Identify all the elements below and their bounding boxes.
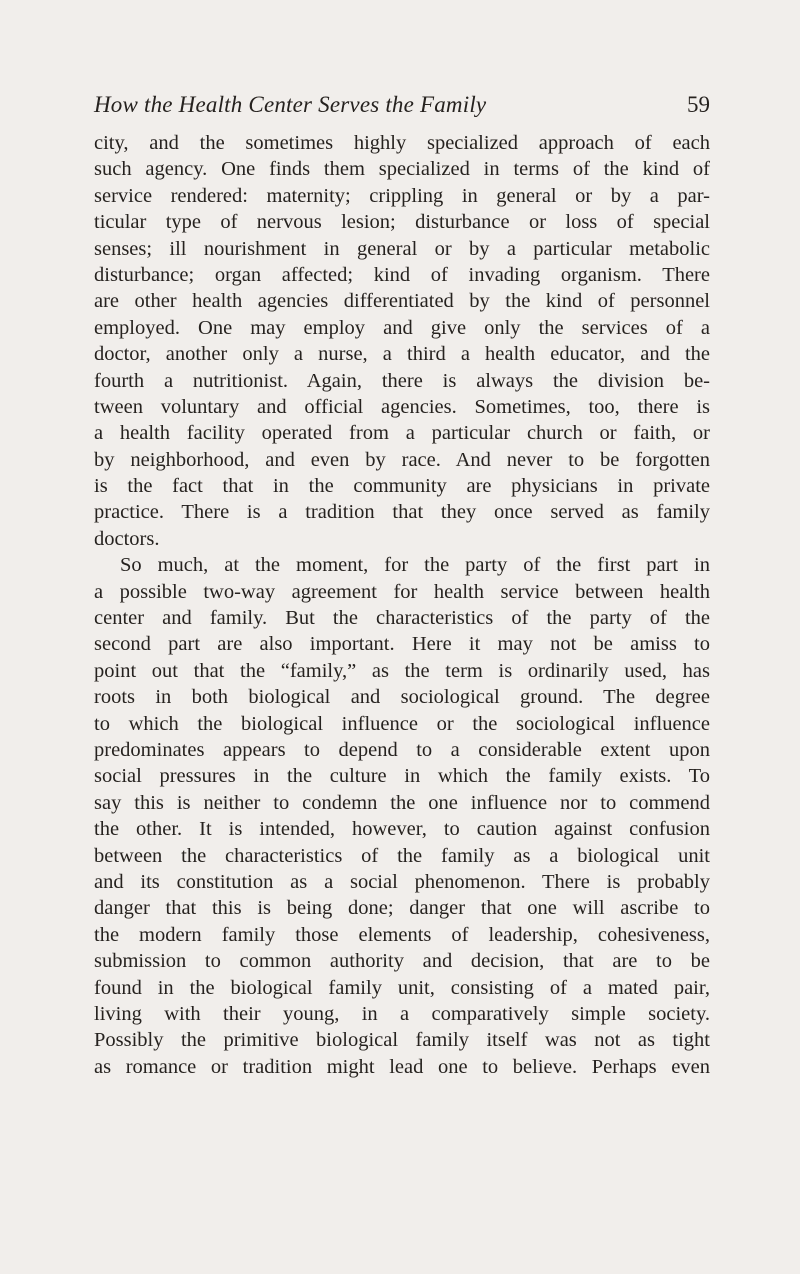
text-line: danger that this is being done; danger that one will ascribe to [94, 897, 710, 920]
text-line: a health facility operated from a particular church or faith, or [94, 422, 710, 445]
text-line: as romance or tradition might lead one to believe. Perhaps even [94, 1055, 710, 1078]
text-line: social pressures in the culture in which the family exists. To [94, 765, 710, 788]
paragraph-start-line: So much, at the moment, for the party of the first part in [120, 554, 710, 577]
text-line: roots in both biological and sociological ground. The degree [94, 686, 710, 709]
text-line: practice. There is a tradition that they once served as family [94, 501, 710, 524]
paragraph-end-line: doctors. [94, 527, 160, 550]
text-line: the modern family those elements of leadership, cohesiveness, [94, 923, 710, 946]
text-line: fourth a nutritionist. Again, there is always the division be- [94, 369, 710, 392]
text-line: the other. It is intended, however, to caution against confusion [94, 818, 710, 841]
text-line: second part are also important. Here it may not be amiss to [94, 633, 710, 656]
running-title: How the Health Center Serves the Family [94, 92, 487, 117]
text-line: between the characteristics of the family as a biological unit [94, 844, 710, 867]
text-line: to which the biological influence or the sociological influence [94, 712, 710, 735]
text-line: city, and the sometimes highly specialized approach of each [94, 132, 710, 154]
text-line: a possible two-way agreement for health service between health [94, 580, 710, 603]
text-line: Possibly the primitive biological family itself was not as tight [94, 1029, 710, 1052]
text-line: submission to common authority and decision, that are to be [94, 950, 710, 973]
text-line: found in the biological family unit, consisting of a mated pair, [94, 976, 710, 999]
text-line: senses; ill nourishment in general or by a particular metabolic [94, 237, 710, 260]
text-line: is the fact that in the community are physicians in private [94, 475, 710, 498]
text-line: say this is neither to condemn the one influence nor to commend [94, 791, 710, 814]
text-line: living with their young, in a comparatively simple society. [94, 1002, 710, 1025]
text-line: center and family. But the characteristics of the party of the [94, 607, 710, 630]
text-line: employed. One may employ and give only the services of a [94, 316, 710, 339]
text-line: ticular type of nervous lesion; disturbance or loss of special [94, 211, 710, 234]
text-line: service rendered: maternity; crippling in general or by a par- [94, 184, 710, 207]
text-line: such agency. One finds them specialized in terms of the kind of [94, 158, 710, 181]
text-line: tween voluntary and official agencies. Sometimes, too, there is [94, 395, 710, 418]
text-line: predominates appears to depend to a considerable extent upon [94, 738, 710, 761]
text-line: by neighborhood, and even by race. And never to be forgotten [94, 448, 710, 471]
running-head [94, 92, 710, 122]
text-line: and its constitution as a social phenomenon. There is probably [94, 870, 710, 893]
text-line: disturbance; organ affected; kind of invading organism. There [94, 263, 710, 286]
text-line: point out that the “family,” as the term is ordinarily used, has [94, 659, 710, 682]
text-line: are other health agencies differentiated by the kind of personnel [94, 290, 710, 313]
page-number: 59 [687, 92, 710, 117]
text-line: doctor, another only a nurse, a third a health educator, and the [94, 343, 710, 366]
body-text [94, 130, 710, 1080]
